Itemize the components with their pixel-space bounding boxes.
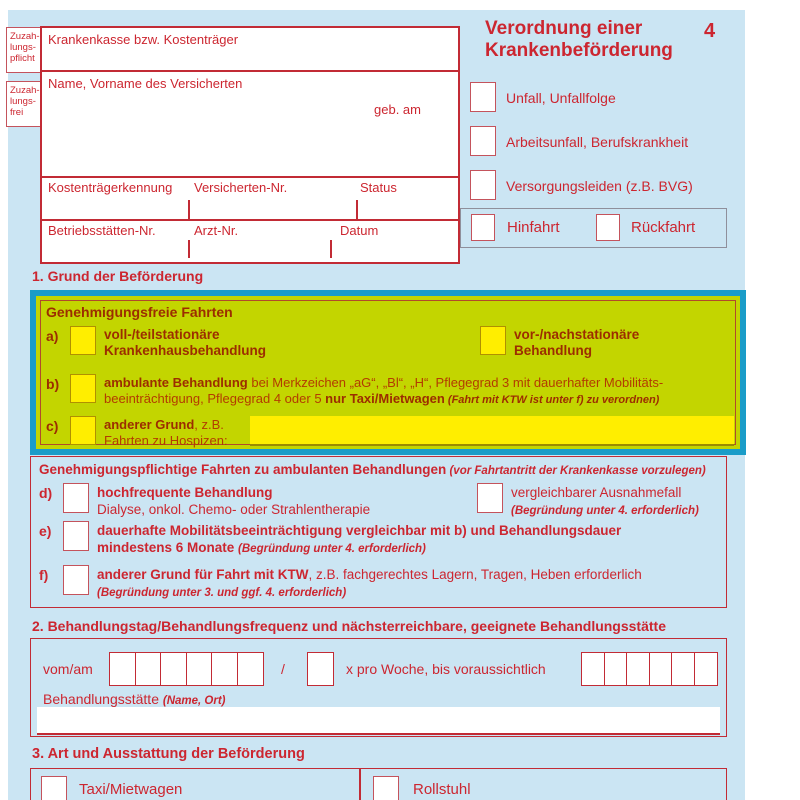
item-e-label xyxy=(97,522,621,558)
a-right-line2: Behandlung xyxy=(514,343,592,358)
date-cell[interactable] xyxy=(626,652,650,686)
approval-required-heading-note: (vor Fahrtantritt der Krankenkasse vorzulegen) xyxy=(446,465,706,477)
b-bold1: ambulante Behandlung xyxy=(104,375,248,390)
datum-label: Datum xyxy=(340,223,379,238)
b-bold2: nur Taxi/Mietwagen xyxy=(325,391,445,406)
column-tick xyxy=(356,200,358,219)
treatment-schedule-box xyxy=(30,638,727,737)
d-text: Dialyse, onkol. Chemo- oder Strahlentherapie xyxy=(97,502,371,517)
vom-am-label: vom/am xyxy=(43,661,93,677)
checkbox-e[interactable] xyxy=(63,521,89,551)
date-cell[interactable] xyxy=(694,652,718,686)
item-b-letter: b) xyxy=(46,376,60,392)
versicherten-nr-label: Versicherten-Nr. xyxy=(194,180,288,195)
checkbox-c[interactable] xyxy=(70,416,96,445)
date-cell-group-until xyxy=(581,652,718,686)
staette-hint: (Name, Ort) xyxy=(162,695,226,707)
b-text2: beeinträchtigung, Pflegegrad 4 oder 5 xyxy=(104,391,326,406)
hospiz-input[interactable] xyxy=(250,416,734,446)
item-f-letter: f) xyxy=(39,567,49,583)
checkbox-d-right[interactable] xyxy=(477,483,503,513)
kasse-label: Krankenkasse bzw. Kostenträger xyxy=(48,32,239,47)
e-note: (Begründung unter 4. erforderlich) xyxy=(238,543,426,555)
copay-required-line2: lungs- xyxy=(10,42,36,53)
trip-direction-box xyxy=(460,208,727,248)
checkbox-rueckfahrt[interactable] xyxy=(596,214,620,241)
item-c-label xyxy=(104,417,228,449)
checkbox-b[interactable] xyxy=(70,374,96,403)
staette-label-text: Behandlungsstätte xyxy=(43,691,163,707)
column-tick xyxy=(330,240,332,258)
date-cell[interactable] xyxy=(649,652,673,686)
a-left-line2: Krankenhausbehandlung xyxy=(104,343,267,358)
date-cell[interactable] xyxy=(135,652,162,686)
kostentraeger-label: Kostenträgerkennung xyxy=(48,180,173,195)
item-b-label xyxy=(104,375,734,408)
frequency-label: x pro Woche, bis voraussichtlich xyxy=(346,661,546,677)
c-text2: Fahrten zu Hospizen: xyxy=(104,433,228,448)
a-left-line1: voll-/teilstationäre xyxy=(104,327,220,342)
e-bold-line1: dauerhafte Mobilitätsbeeinträchtigung vergleichbar mit b) und Behandlungsdauer xyxy=(97,523,622,538)
name-label: Name, Vorname des Versicherten xyxy=(48,76,243,91)
rueckfahrt-label: Rückfahrt xyxy=(631,219,696,236)
f-note: (Begründung unter 3. und ggf. 4. erforderlich) xyxy=(97,587,347,599)
section2-heading: 2. Behandlungstag/Behandlungsfrequenz und nächsterreichbare, geeignete Behandlungsstätte xyxy=(32,618,666,634)
item-e-letter: e) xyxy=(39,523,52,539)
date-cell[interactable] xyxy=(109,652,136,686)
betriebsstaetten-nr-label: Betriebsstätten-Nr. xyxy=(48,223,156,238)
f-bold: anderer Grund für Fahrt mit KTW xyxy=(97,567,309,582)
column-tick xyxy=(188,240,190,258)
item-a-left-label xyxy=(104,327,266,359)
checkbox-versorgungsleiden[interactable] xyxy=(470,170,496,200)
approval-required-heading-bold: Genehmigungspflichtige Fahrten zu ambulanten Behandlungen xyxy=(39,462,447,477)
checkbox-f[interactable] xyxy=(63,565,89,595)
taxi-label: Taxi/Mietwagen xyxy=(79,781,183,798)
c-bold: anderer Grund xyxy=(104,417,195,432)
transport-type-box xyxy=(30,768,727,800)
b-text1: bei Merkzeichen „aG“, „Bl“, „H“, Pflegegrad 3 mit dauerhafter Mobilitäts- xyxy=(247,375,664,390)
e-bold-line2: mindestens 6 Monate xyxy=(97,540,239,555)
item-c-letter: c) xyxy=(46,418,59,434)
date-cell[interactable] xyxy=(237,652,264,686)
date-cell[interactable] xyxy=(186,652,213,686)
item-d-right-label xyxy=(511,484,699,520)
unfall-label: Unfall, Unfallfolge xyxy=(506,90,616,106)
d-right-note: (Begründung unter 4. erforderlich) xyxy=(511,505,699,517)
checkbox-a-right[interactable] xyxy=(480,326,506,355)
status-label: Status xyxy=(360,180,397,195)
copay-free-line1: Zuzah- xyxy=(10,85,40,96)
date-cell[interactable] xyxy=(604,652,628,686)
copay-free-line3: frei xyxy=(10,107,24,118)
section1-heading: 1. Grund der Beförderung xyxy=(32,268,204,284)
form-title-line2: Krankenbeförderung xyxy=(485,40,673,61)
copay-required-line1: Zuzah- xyxy=(10,31,40,42)
row-divider xyxy=(42,176,458,178)
approval-free-heading: Genehmigungsfreie Fahrten xyxy=(46,304,233,320)
section3-heading: 3. Art und Ausstattung der Beförderung xyxy=(32,746,305,762)
checkbox-rollstuhl[interactable] xyxy=(373,776,399,800)
arbeitsunfall-label: Arbeitsunfall, Berufskrankheit xyxy=(506,134,689,150)
item-a-letter: a) xyxy=(46,328,59,344)
item-f-label xyxy=(97,566,642,602)
checkbox-arbeitsunfall[interactable] xyxy=(470,126,496,156)
row-divider xyxy=(42,70,458,72)
checkbox-a-left[interactable] xyxy=(70,326,96,355)
date-cell[interactable] xyxy=(671,652,695,686)
form-number: 4 xyxy=(704,20,716,42)
form-title xyxy=(485,18,673,62)
approval-free-highlight-box xyxy=(30,290,746,455)
rollstuhl-label: Rollstuhl xyxy=(413,781,471,798)
frequency-cell-group xyxy=(307,652,334,686)
versorgungsleiden-label: Versorgungsleiden (z.B. BVG) xyxy=(506,178,693,194)
d-right-label: vergleichbarer Ausnahmefall xyxy=(511,485,682,500)
geb-am-label: geb. am xyxy=(374,102,421,117)
checkbox-taxi[interactable] xyxy=(41,776,67,800)
arzt-nr-label: Arzt-Nr. xyxy=(194,223,239,238)
checkbox-unfall[interactable] xyxy=(470,82,496,112)
date-cell[interactable] xyxy=(581,652,605,686)
approval-required-box xyxy=(30,456,727,608)
slash-separator: / xyxy=(281,661,285,677)
item-d-left-label xyxy=(97,484,370,518)
form-title-line1: Verordnung einer xyxy=(485,18,643,39)
column-tick xyxy=(188,200,190,219)
row-divider xyxy=(42,219,458,221)
d-bold: hochfrequente Behandlung xyxy=(97,485,273,500)
c-text1: , z.B. xyxy=(194,417,224,432)
patient-data-box xyxy=(40,26,460,264)
hinfahrt-label: Hinfahrt xyxy=(507,219,560,236)
behandlungsstaette-label xyxy=(43,691,226,707)
checkbox-d-left[interactable] xyxy=(63,483,89,513)
copay-free-line2: lungs- xyxy=(10,96,36,107)
column-divider xyxy=(359,769,361,800)
date-cell[interactable] xyxy=(211,652,238,686)
f-text: , z.B. fachgerechtes Lagern, Tragen, Heben erforderlich xyxy=(308,567,642,582)
checkbox-hinfahrt[interactable] xyxy=(471,214,495,241)
frequency-cell[interactable] xyxy=(307,652,334,686)
approval-required-heading xyxy=(39,461,706,480)
b-note: (Fahrt mit KTW ist unter f) zu verordnen) xyxy=(444,394,660,406)
date-cell[interactable] xyxy=(160,652,187,686)
date-cell-group-start xyxy=(109,652,264,686)
copay-required-line3: pflicht xyxy=(10,53,35,64)
item-a-right-label xyxy=(514,327,639,359)
item-d-letter: d) xyxy=(39,485,53,501)
behandlungsstaette-input[interactable] xyxy=(37,707,720,735)
a-right-line1: vor-/nachstationäre xyxy=(514,327,640,342)
